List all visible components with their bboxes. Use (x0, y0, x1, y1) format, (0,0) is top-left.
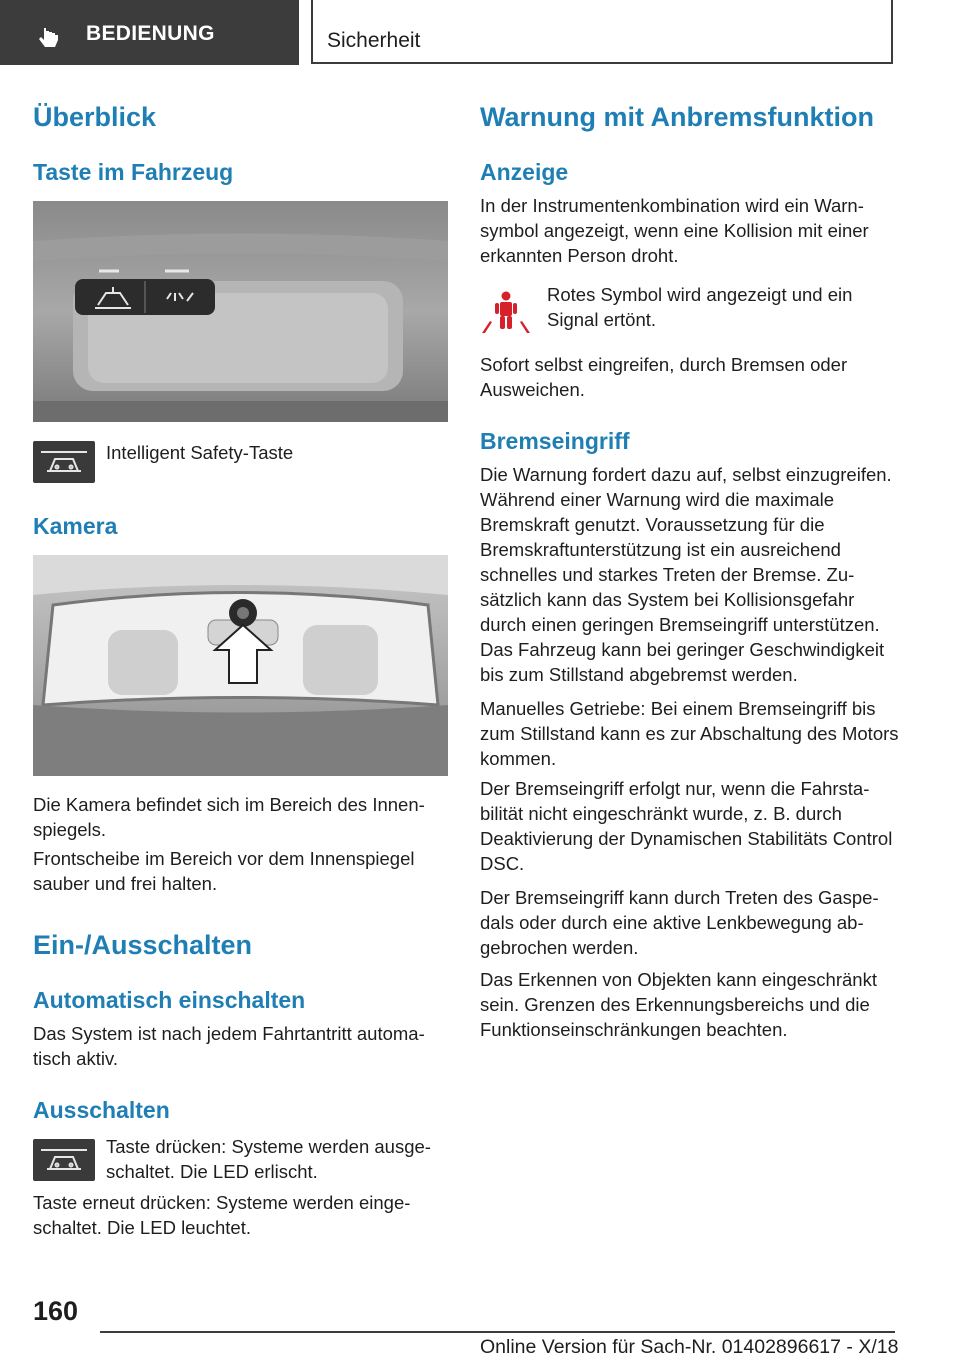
brake-paragraph-1: Die Warnung fordert dazu auf, selbst einzugreifen. Während einer Warnung wird die maximale Bremskraft genutzt. Voraussetzung für die Bremskraftunterstützung ist ein ausreichend schnelles und starkes Treten der Bremse. Zusätzlich kann das System bei Kollisionsgefahr durch einen geringen Bremseingriff unterstützen. Das Fahrzeug kann bei geringer Geschwindigkeit bis zum Stillstand abgebremst werden. (480, 464, 892, 685)
chapter-tab-label: BEDIENUNG (86, 22, 215, 45)
chapter-tab[interactable] (0, 0, 299, 65)
hand-pointer-icon (36, 26, 62, 52)
display-paragraph: In der Instrumentenkombination wird ein Warnsymbol angezeigt, wenn eine Kollision mit einer erkannten Person droht. (480, 195, 869, 266)
camera-paragraph-2: Frontscheibe im Bereich vor dem Innenspiegel sauber und frei halten. (33, 848, 415, 894)
intelligent-safety-icon (33, 1139, 95, 1181)
heading-display: Anzeige (480, 159, 569, 185)
symbol-caption: Rotes Symbol wird angezeigt und ein Signal ertönt. (547, 284, 853, 330)
camera-paragraph-1: Die Kamera befindet sich im Bereich des Innenspiegels. (33, 794, 425, 840)
camera-photo (33, 555, 448, 776)
heading-on-off: Ein-/Ausschalten (33, 930, 253, 960)
brake-paragraph-4: Der Bremseingriff kann durch Treten des Gaspedals oder durch eine aktive Lenkbewegung abgebrochen werden. (480, 887, 879, 958)
heading-button-in-vehicle: Taste im Fahrzeug (33, 159, 234, 185)
brake-paragraph-5: Das Erkennen von Objekten kann eingeschränkt sein. Grenzen des Erkennungsbereichs und die Funktionseinschränkungen beachten. (480, 969, 877, 1040)
heading-off: Ausschalten (33, 1097, 170, 1123)
section-title: Sicherheit (327, 29, 421, 52)
section-header (311, 0, 893, 64)
page-number: 160 (33, 1296, 79, 1326)
button-panel-photo (33, 201, 448, 422)
footer-rule (100, 1331, 895, 1333)
heading-camera: Kamera (33, 513, 118, 539)
online-version-label: Online Version für Sach-Nr. 01402896617 - X/18 (480, 1336, 899, 1358)
intelligent-safety-icon (33, 441, 95, 483)
heading-warning-braking: Warnung mit Anbremsfunktion (480, 102, 874, 132)
react-paragraph: Sofort selbst eingreifen, durch Bremsen oder Ausweichen. (480, 354, 848, 400)
off-paragraph-2: Taste erneut drücken: Systeme werden eingeschaltet. Die LED leuchtet. (33, 1192, 411, 1238)
heading-brake-intervention: Bremseingriff (480, 428, 630, 454)
pedestrian-warning-icon (481, 290, 531, 334)
heading-overview: Überblick (33, 102, 157, 132)
brake-paragraph-2: Manuelles Getriebe: Bei einem Bremseingriff bis zum Stillstand kann es zur Abschaltung des Motors kommen. (480, 698, 899, 769)
heading-auto-on: Automatisch einschalten (33, 987, 306, 1013)
brake-paragraph-3: Der Bremseingriff erfolgt nur, wenn die Fahrstabilität nicht eingeschränkt wurde, z. B. durch Deaktivierung der Dynamischen Stabilitäts Control DSC. (480, 778, 893, 874)
off-paragraph-1: Taste drücken: Systeme werden ausgeschaltet. Die LED erlischt. (106, 1136, 431, 1182)
button-caption: Intelligent Safety-Taste (106, 442, 294, 463)
auto-on-paragraph: Das System ist nach jedem Fahrtantritt automatisch aktiv. (33, 1023, 425, 1069)
